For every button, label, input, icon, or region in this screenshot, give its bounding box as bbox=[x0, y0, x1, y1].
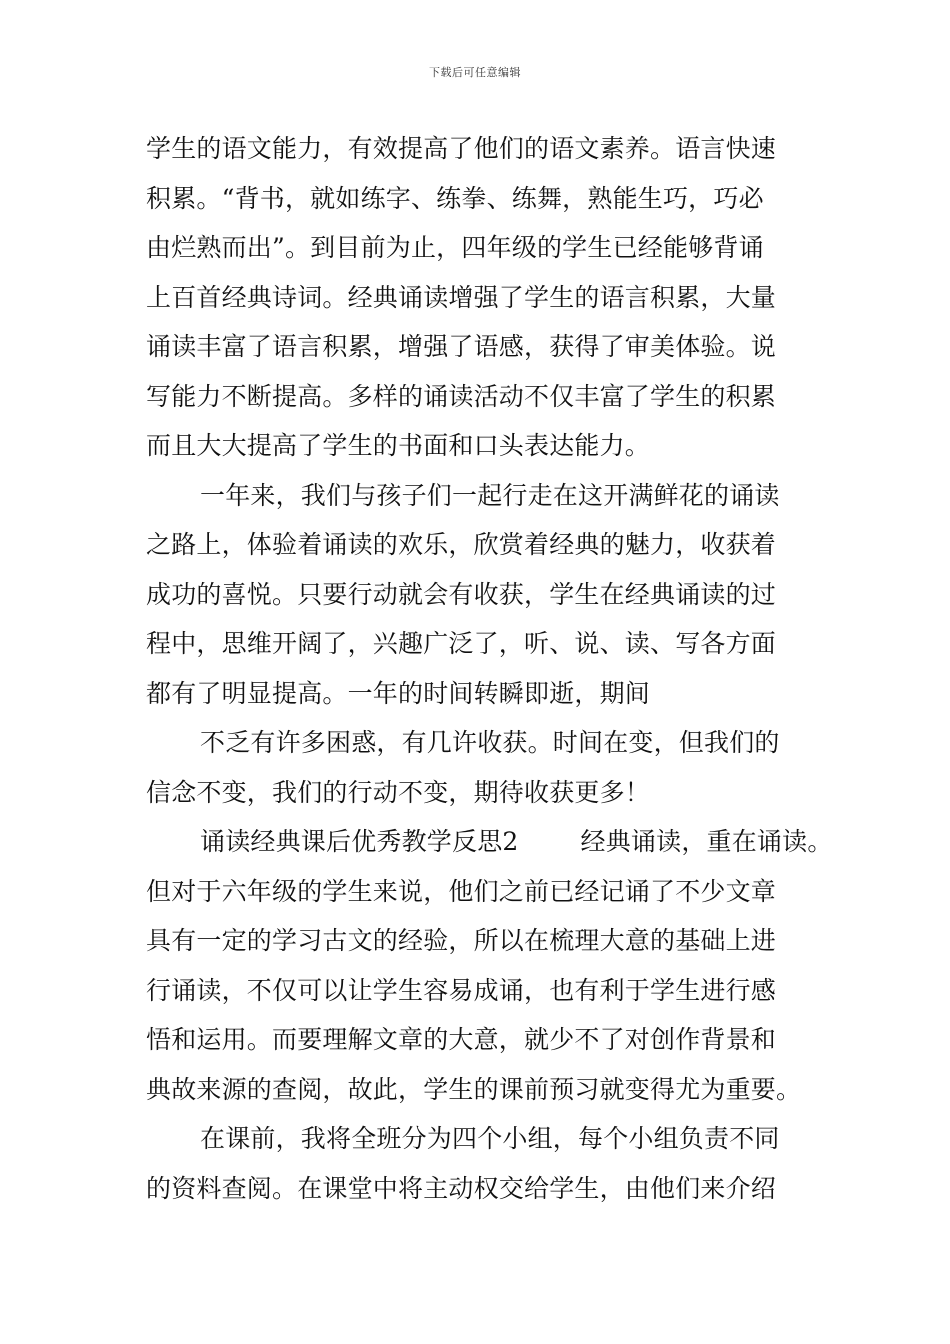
section-heading-lead: 经典诵读，重在诵读。 bbox=[580, 827, 833, 856]
text-line: 的资料查阅。在课堂中将主动权交给学生，由他们来介绍 bbox=[146, 1173, 777, 1203]
text-line: 不乏有许多困惑，有几许收获。时间在变，但我们的 bbox=[200, 728, 780, 757]
text-line: 学生的语文能力，有效提高了他们的语文素养。语言快速 bbox=[146, 134, 777, 163]
section-heading-line bbox=[146, 817, 833, 867]
text-line: 程中，思维开阔了，兴趣广泛了，听、说、读、写各方面 bbox=[146, 629, 777, 658]
text-line: 积累。“背书，就如练字、练拳、练舞，熟能生巧，巧必 bbox=[146, 183, 764, 213]
page-header-note: 下载后可任意编辑 bbox=[429, 66, 521, 79]
section-heading-title: 诵读经典课后优秀教学反思2 bbox=[200, 827, 519, 856]
document-body bbox=[146, 124, 833, 1213]
text-line: 都有了明显提高。一年的时间转瞬即逝，期间 bbox=[146, 678, 651, 708]
text-line: 诵读丰富了语言积累，增强了语感，获得了审美体验。说 bbox=[146, 332, 777, 361]
text-line: 具有一定的学习古文的经验，所以在梳理大意的基础上进 bbox=[146, 926, 777, 955]
text-line: 成功的喜悦。只要行动就会有收获，学生在经典诵读的过 bbox=[146, 579, 777, 609]
text-line: 悟和运用。而要理解文章的大意，就少不了对创作背景和 bbox=[146, 1025, 777, 1054]
text-line: 由烂熟而出”。到目前为止，四年级的学生已经能够背诵 bbox=[146, 233, 764, 262]
text-line: 行诵读，不仅可以让学生容易成诵，也有利于学生进行感 bbox=[146, 975, 777, 1005]
text-line: 但对于六年级的学生来说，他们之前已经记诵了不少文章 bbox=[146, 876, 777, 906]
paragraph-block-1 bbox=[146, 124, 810, 817]
paragraph-block-2 bbox=[146, 867, 810, 1214]
text-line: 信念不变，我们的行动不变，期待收获更多！ bbox=[146, 777, 651, 807]
text-line: 写能力不断提高。多样的诵读活动不仅丰富了学生的积累 bbox=[146, 381, 777, 411]
text-line: 在课前，我将全班分为四个小组，每个小组负责不同 bbox=[200, 1124, 780, 1153]
text-line: 之路上，体验着诵读的欢乐，欣赏着经典的魅力，收获着 bbox=[146, 530, 777, 559]
text-line: 一年来，我们与孩子们一起行走在这开满鲜花的诵读 bbox=[200, 480, 780, 510]
text-line: 上百首经典诗词。经典诵读增强了学生的语言积累，大量 bbox=[146, 282, 777, 312]
text-line: 典故来源的查阅，故此，学生的课前预习就变得尤为重要。 bbox=[146, 1074, 802, 1104]
text-line: 而且大大提高了学生的书面和口头表达能力。 bbox=[146, 431, 651, 460]
